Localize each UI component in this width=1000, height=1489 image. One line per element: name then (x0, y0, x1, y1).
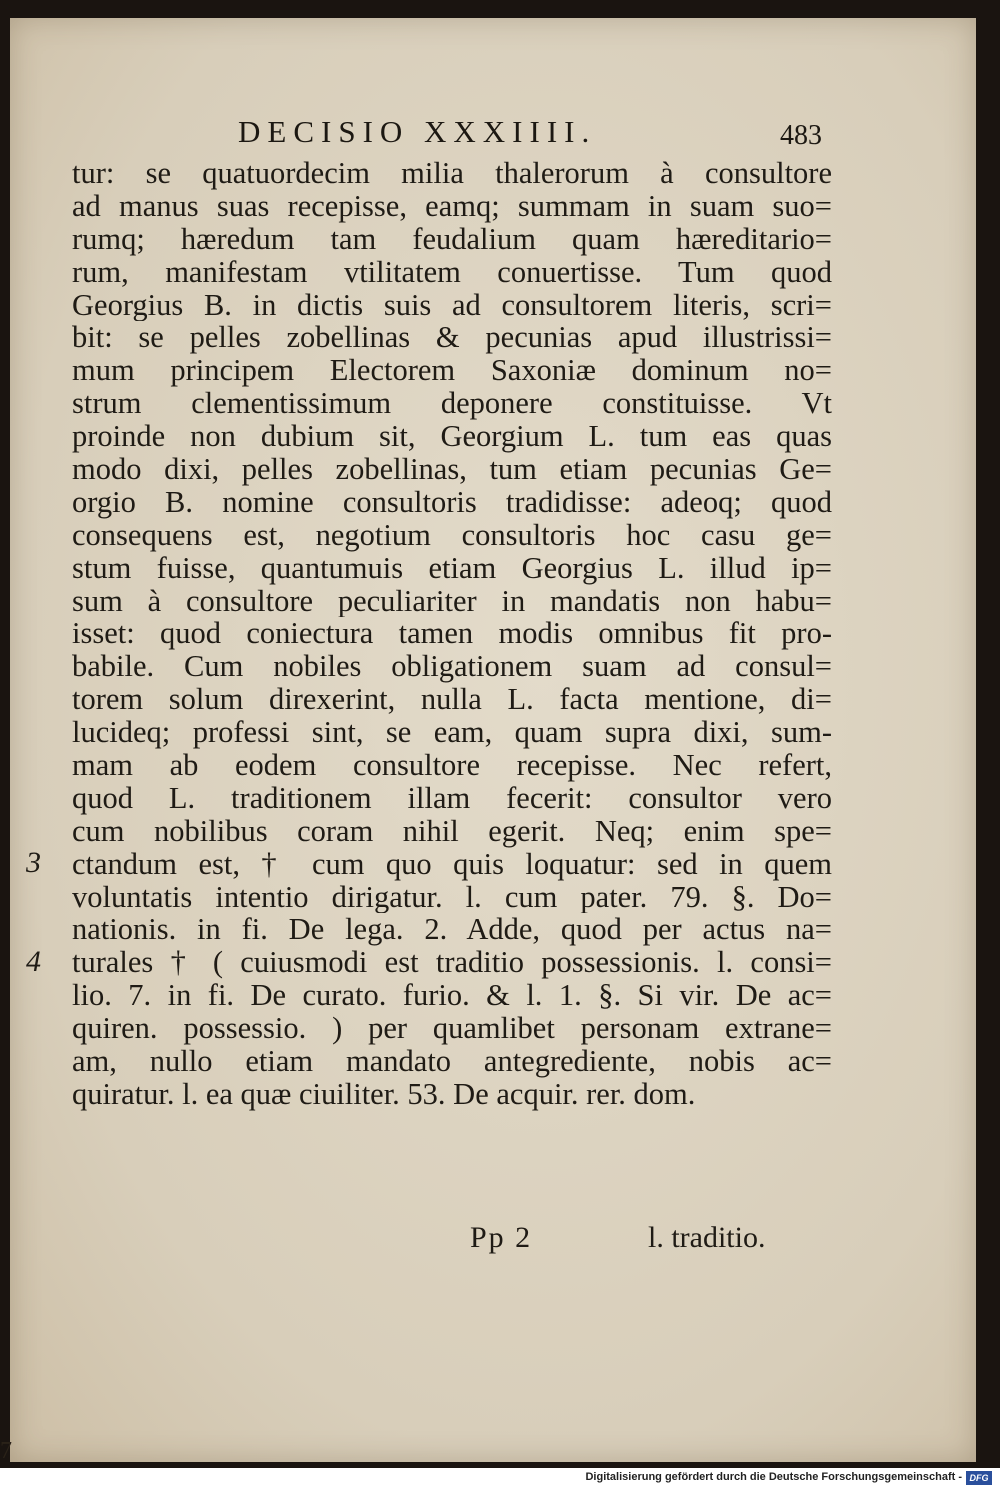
text-line: consequens est, negotium consultoris hoc casu ge= (72, 518, 832, 552)
text-line: rumq; hæredum tam feudalium quam hæreditario= (72, 222, 832, 256)
text-line: babile. Cum nobiles obligationem suam ad consul= (72, 650, 832, 684)
text-line: strum clementissimum deponere constituisse. Vt (72, 387, 832, 421)
text-line: proinde non dubium sit, Georgium L. tum eas quas (72, 420, 832, 454)
text-line: sum à consultore peculiariter in mandatis non habu= (72, 584, 832, 618)
text-line: quiratur. l. ea quæ ciuiliter. 53. De acquir. rer. dom. (72, 1077, 696, 1111)
text-line: tur: se quatuordecim milia thalerorum à consultore (72, 157, 832, 190)
text-line: voluntatis intentio dirigatur. l. cum pater. 79. §. Do= (72, 880, 832, 914)
text-line: Georgius B. in dictis suis ad consultorem literis, scri= (72, 288, 832, 322)
page-footer (10, 1221, 976, 1257)
text-line: nationis. in fi. De lega. 2. Adde, quod per actus na= (72, 913, 832, 947)
text-line: cum nobilibus coram nihil egerit. Neq; enim spe= (72, 814, 832, 848)
running-title: DECISIO XXXIIII. (238, 114, 597, 149)
text-line: lio. 7. in fi. De curato. furio. & l. 1. §. Si vir. De ac= (72, 979, 832, 1013)
catchword: l. traditio. (648, 1221, 766, 1254)
text-line: mam ab eodem consultore recepisse. Nec refert, (72, 749, 832, 782)
body-text (72, 157, 832, 1111)
book-page (10, 18, 976, 1462)
text-line: am, nullo etiam mandato antegrediente, nobis ac= (72, 1045, 832, 1078)
text-line: isset: quod coniectura tamen modis omnibus fit pro- (72, 617, 832, 651)
page-number: 483 (780, 120, 822, 151)
dfg-logo: DFG (966, 1471, 992, 1485)
text-line: quiren. possessio. ) per quamlibet personam extrane= (72, 1012, 832, 1046)
text-line: modo dixi, pelles zobellinas, tum etiam pecunias Ge= (72, 453, 832, 486)
margin-note-3: 3 (26, 845, 41, 879)
text-line: rum, manifestam vtilitatem conuertisse. Tum quod (72, 255, 832, 289)
text-line: ad manus suas recepisse, eamq; summam in suam suo= (72, 189, 832, 223)
margin-note-4: 4 (26, 944, 41, 978)
signature-mark: Pp 2 (470, 1221, 533, 1254)
text-line: quod L. traditionem illam fecerit: consultor vero (72, 781, 832, 815)
text-line: bit: se pelles zobellinas & pecunias apud illustrissi= (72, 321, 832, 355)
text-line: torem solum direxerint, nulla L. facta mentione, di= (72, 683, 832, 717)
credit-text: Digitalisierung gefördert durch die Deutsche Forschungsgemeinschaft - (585, 1471, 962, 1483)
text-line: orgio B. nomine consultoris tradidisse: adeoq; quod (72, 485, 832, 519)
text-line: turales † ( cuiusmodi est traditio possessionis. l. consi= (72, 946, 832, 980)
corner-mark: 7 (0, 1438, 12, 1464)
credit-bar (0, 1468, 1000, 1489)
text-line: mum principem Electorem Saxoniæ dominum no= (72, 354, 832, 388)
page-header (10, 110, 976, 150)
text-line: lucideq; professi sint, se eam, quam supra dixi, sum- (72, 716, 832, 750)
text-line: ctandum est, † cum quo quis loquatur: sed in quem (72, 847, 832, 881)
text-line: stum fuisse, quantumuis etiam Georgius L. illud ip= (72, 551, 832, 585)
